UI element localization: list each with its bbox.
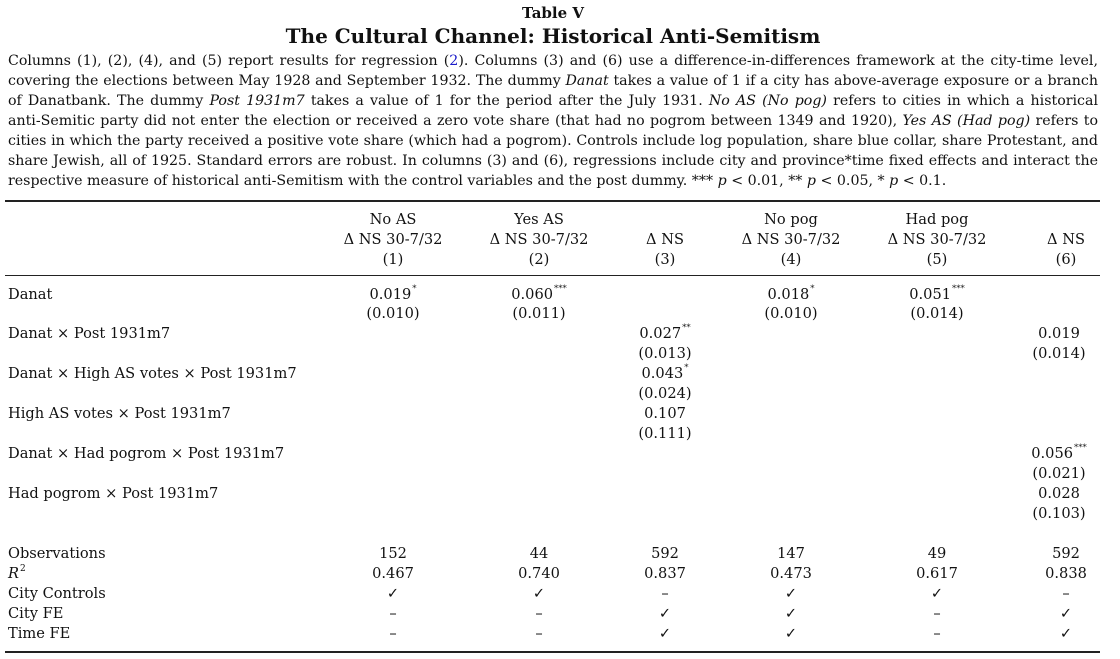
column-header-6: Δ NS (6) — [1047, 231, 1085, 268]
row-label-city-fe: City FE — [8, 605, 64, 622]
se-cell: (0.014) — [1032, 345, 1086, 362]
stat-cell: 0.473 — [770, 565, 812, 582]
se-cell: (0.103) — [1032, 505, 1086, 522]
coef-cell: 0.107 — [644, 405, 686, 422]
check-cell: ✓ — [784, 625, 798, 642]
column-header-2: Yes AS Δ NS 30-7/32 (2) — [489, 211, 589, 268]
column-header-3: Δ NS (3) — [646, 231, 684, 268]
column-header-4: No pog Δ NS 30-7/32 (4) — [741, 211, 841, 268]
check-cell: – — [933, 605, 941, 622]
check-cell: ✓ — [1059, 625, 1073, 642]
check-cell: ✓ — [532, 585, 546, 602]
caption-line-7: respective measure of historical anti-Semitism with the control variables and the post dummy. *** p < 0.01, ** p < 0.05, * p < 0.1. — [8, 173, 947, 189]
table-label: Table V — [521, 4, 585, 22]
caption-line-2: covering the elections between May 1928 and September 1932. The dummy Danat takes a value of 1 if a city has above-average exposure or a branch — [8, 73, 1098, 89]
check-cell: ✓ — [1059, 605, 1073, 622]
row-label-high-post: High AS votes × Post 1931m7 — [8, 405, 231, 422]
coef-cell: 0.028 — [1038, 485, 1080, 502]
regression-reference-link[interactable]: 2 — [449, 53, 459, 69]
stat-cell: 592 — [651, 545, 679, 562]
check-cell: ✓ — [658, 605, 672, 622]
check-cell: – — [1062, 585, 1070, 602]
coef-cell: 0.056*** — [1031, 443, 1087, 462]
row-label-danat-post: Danat × Post 1931m7 — [8, 325, 171, 342]
coef-cell: 0.051*** — [909, 284, 965, 303]
coef-cell: 0.060*** — [511, 284, 567, 303]
row-label-city-controls: City Controls — [8, 585, 106, 602]
se-cell: (0.010) — [366, 305, 420, 322]
check-cell: ✓ — [386, 585, 400, 602]
stat-cell: 0.838 — [1045, 565, 1087, 582]
caption-line-5: cities in which the party received a positive vote share (which had a pogrom). Controls include log population, share blue collar, share Protestant, and — [8, 133, 1098, 149]
coef-cell: 0.043* — [641, 363, 689, 382]
stat-cell: 0.617 — [916, 565, 958, 582]
se-cell: (0.014) — [910, 305, 964, 322]
check-cell: – — [661, 585, 669, 602]
table-caption — [8, 51, 1098, 191]
se-cell: (0.024) — [638, 385, 692, 402]
table-bottom-rule — [5, 651, 1100, 653]
header-rule — [5, 275, 1100, 276]
check-cell: – — [389, 605, 397, 622]
column-header-1: No AS Δ NS 30-7/32 (1) — [343, 211, 443, 268]
se-cell: (0.010) — [764, 305, 818, 322]
row-label-r-squared: $R^2$ — [8, 564, 26, 582]
stat-cell: 592 — [1052, 545, 1080, 562]
table-top-rule — [5, 200, 1100, 202]
check-cell: ✓ — [784, 605, 798, 622]
se-cell: (0.011) — [512, 305, 566, 322]
check-cell: ✓ — [658, 625, 672, 642]
check-cell: – — [535, 625, 543, 642]
check-cell: ✓ — [930, 585, 944, 602]
coef-cell: 0.027** — [639, 323, 691, 342]
row-label-danat-pogrom-post: Danat × Had pogrom × Post 1931m7 — [8, 445, 285, 462]
stat-cell: 49 — [927, 545, 947, 562]
se-cell: (0.021) — [1032, 465, 1086, 482]
stat-cell: 44 — [529, 545, 549, 562]
caption-line-1: Columns (1), (2), (4), and (5) report results for regression (2). Columns (3) and (6) use a difference-in-differences framework at the city-time level, — [8, 53, 1098, 69]
row-label-danat-high-post: Danat × High AS votes × Post 1931m7 — [8, 365, 297, 382]
row-label-observations: Observations — [8, 545, 106, 562]
table-title: The Cultural Channel: Historical Anti-Semitism — [285, 24, 821, 48]
row-label-pogrom-post: Had pogrom × Post 1931m7 — [8, 485, 219, 502]
caption-line-6: share Jewish, all of 1925. Standard errors are robust. In columns (3) and (6), regressions include city and province*time fixed effects and interact the — [8, 153, 1098, 169]
column-header-5: Had pog Δ NS 30-7/32 (5) — [887, 211, 987, 268]
row-label-danat: Danat — [8, 286, 53, 303]
row-label-time-fe: Time FE — [8, 625, 71, 642]
stat-cell: 147 — [777, 545, 805, 562]
stat-cell: 0.740 — [518, 565, 560, 582]
se-cell: (0.111) — [638, 425, 692, 442]
check-cell: – — [535, 605, 543, 622]
coef-cell: 0.019* — [369, 284, 417, 303]
caption-line-4: anti-Semitic party did not enter the election or received a zero vote share (that had no pogrom between 1349 and 1920), Yes AS (Had pog) refers to — [8, 113, 1099, 129]
coef-cell: 0.018* — [767, 284, 815, 303]
stat-cell: 0.467 — [372, 565, 414, 582]
stat-cell: 152 — [379, 545, 407, 562]
check-cell: – — [389, 625, 397, 642]
coef-cell: 0.019 — [1038, 325, 1080, 342]
se-cell: (0.013) — [638, 345, 692, 362]
check-cell: ✓ — [784, 585, 798, 602]
caption-line-3: of Danatbank. The dummy Post 1931m7 takes a value of 1 for the period after the July 1931. No AS (No pog) refers to cities in which a historical — [8, 93, 1098, 109]
stat-cell: 0.837 — [644, 565, 686, 582]
check-cell: – — [933, 625, 941, 642]
